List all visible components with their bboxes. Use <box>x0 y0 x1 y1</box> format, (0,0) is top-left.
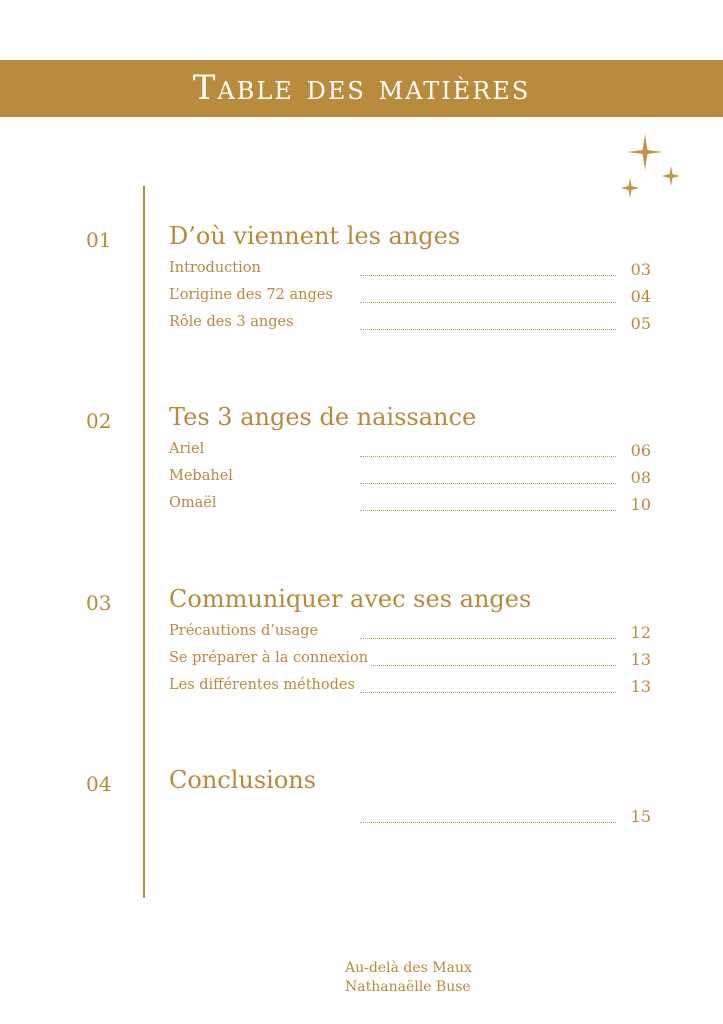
entry-page-number: 08 <box>630 468 651 487</box>
entry-page-number: 04 <box>630 287 651 306</box>
leader-dots <box>360 302 616 303</box>
entry-label: Ariel <box>169 441 205 457</box>
large-star-icon <box>627 134 663 170</box>
section-title: Tes 3 anges de naissance <box>169 403 477 431</box>
entry-page-number: 06 <box>630 441 651 460</box>
leader-dots <box>360 456 616 457</box>
sparkle-stars-icon <box>615 130 695 210</box>
title-banner <box>0 60 723 117</box>
entry-page-number: 10 <box>630 495 651 514</box>
toc-entry[interactable] <box>0 314 723 334</box>
toc-entry[interactable] <box>0 677 723 697</box>
entry-page-number: 13 <box>630 677 651 696</box>
entry-page-number: 12 <box>630 623 651 642</box>
leader-dots <box>360 638 616 639</box>
entry-page-number: 13 <box>630 650 651 669</box>
section-number: 03 <box>86 591 112 615</box>
entry-label: L’origine des 72 anges <box>169 287 333 303</box>
entry-label: Précautions d’usage <box>169 623 319 639</box>
toc-entry[interactable] <box>0 468 723 488</box>
toc-entry[interactable] <box>0 650 723 670</box>
toc-entry[interactable] <box>0 287 723 307</box>
section-title: Communiquer avec ses anges <box>169 585 532 613</box>
entry-label: Se préparer à la connexion <box>169 650 369 666</box>
footer <box>345 959 472 997</box>
entry-label: Omaël <box>169 495 217 511</box>
entry-label: Introduction <box>169 260 261 276</box>
leader-dots <box>360 329 616 330</box>
small-star-icon <box>662 166 680 186</box>
entry-label: Rôle des 3 anges <box>169 314 294 330</box>
toc-entry[interactable] <box>0 807 723 827</box>
leader-dots <box>360 822 616 823</box>
footer-publication: Au-delà des Maux <box>345 960 472 976</box>
entry-page-number: 03 <box>630 260 651 279</box>
section-number: 02 <box>86 409 112 433</box>
section-title: Conclusions <box>169 766 317 794</box>
leader-dots <box>360 692 616 693</box>
toc-entry[interactable] <box>0 441 723 461</box>
toc-entry[interactable] <box>0 260 723 280</box>
entry-page-number: 15 <box>630 807 651 826</box>
section-number: 01 <box>86 228 112 252</box>
entry-page-number: 05 <box>630 314 651 333</box>
section-number: 04 <box>86 772 112 796</box>
section-title: D’où viennent les anges <box>169 222 461 250</box>
entry-label: Les différentes méthodes <box>169 677 355 693</box>
footer-author: Nathanaëlle Buse <box>345 979 471 995</box>
leader-dots <box>360 483 616 484</box>
page-title: Table des matières <box>192 67 531 108</box>
small-star-icon <box>621 178 639 198</box>
toc-entry[interactable] <box>0 623 723 643</box>
leader-dots <box>360 275 616 276</box>
toc-entry[interactable] <box>0 495 723 515</box>
leader-dots <box>360 510 616 511</box>
entry-label: Mebahel <box>169 468 233 484</box>
leader-dots <box>360 665 616 666</box>
